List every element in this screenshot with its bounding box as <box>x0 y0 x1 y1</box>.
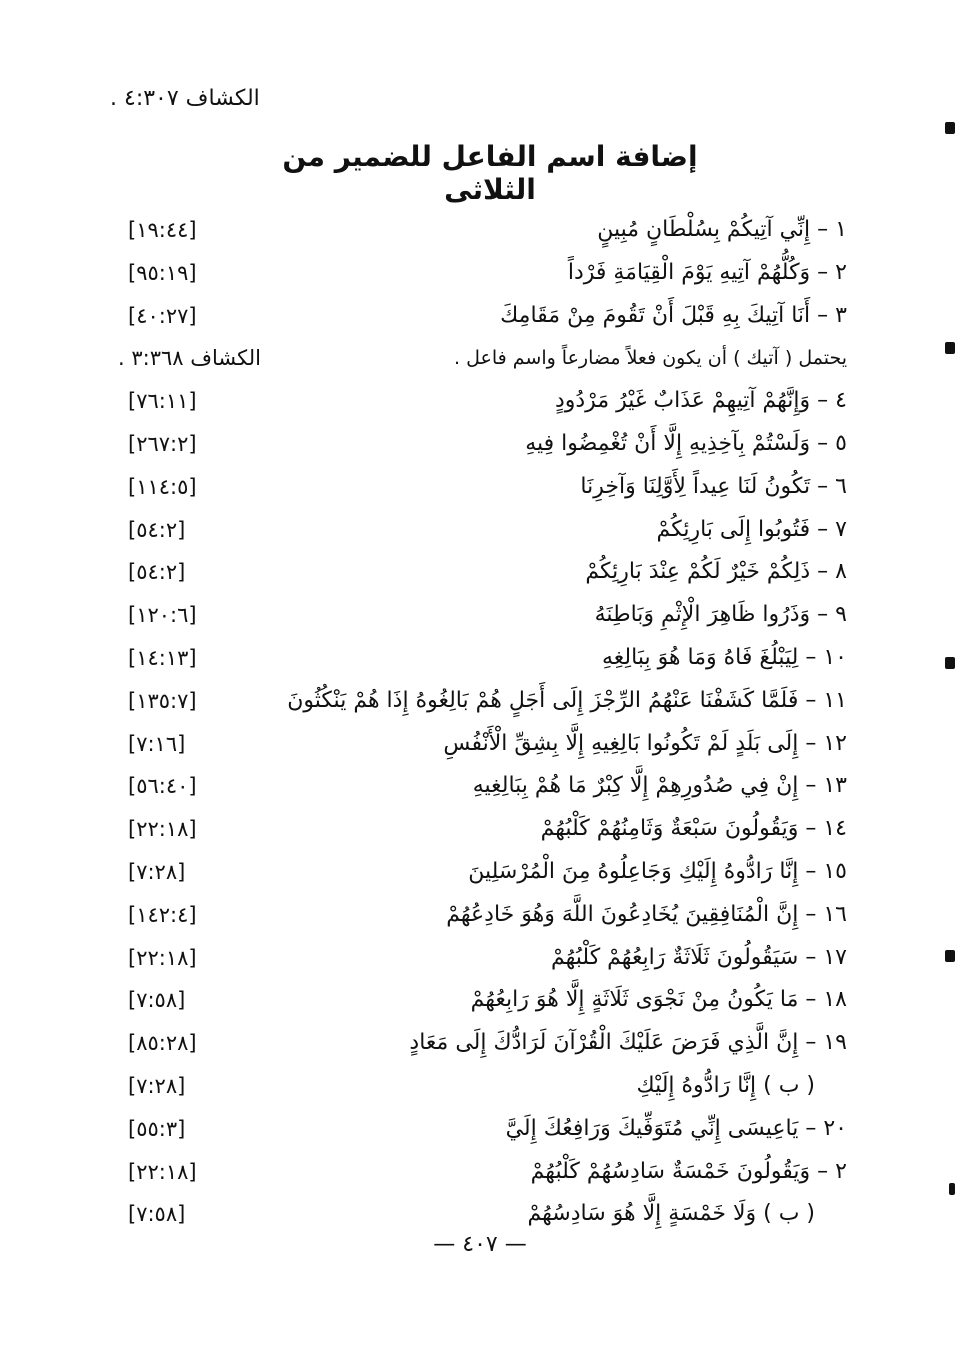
verse-text: ٥ – وَلَسْتُمْ بِآخِذِيهِ إِلَّا أَنْ تُغْمِضُوا فِيهِ <box>525 430 847 456</box>
verse-entry-8 <box>0 552 955 595</box>
verse-text: ١ – إِنِّي آتِيكُمْ بِسُلْطَانٍ مُبِينٍ <box>597 217 847 242</box>
verse-reference: [٤٠:٢٧] <box>128 303 197 328</box>
verse-list <box>0 210 955 1237</box>
verse-entry-9 <box>0 595 955 638</box>
verse-body: إِنَّ الَّذِي فَرَضَ عَلَيْكَ الْقُرْآنَ لَرَادُّكَ إِلَى مَعَادٍ <box>409 1030 799 1056</box>
verse-entry-17 <box>0 938 955 981</box>
verse-entry-6 <box>0 467 955 510</box>
verse-reference: [٧:٢٨] <box>128 1073 186 1098</box>
verse-number: ١٣ <box>823 773 847 799</box>
verse-text <box>200 1066 815 1106</box>
verse-reference: [٧:٥٨] <box>128 988 186 1013</box>
verse-entry-14 <box>0 809 955 852</box>
verse-reference: [٥٤:٢] <box>128 560 186 585</box>
verse-text: ١٣ – إِنْ فِي صُدُورِهِمْ إِلَّا كِبْرٌ مَا هُمْ بِبَالِغِيهِ <box>472 773 847 799</box>
verse-entry-15 <box>0 852 955 895</box>
header-reference: الكشاف ٤:٣٠٧ . <box>110 86 260 111</box>
verse-entry-1 <box>0 210 955 253</box>
verse-body: أَنَا آتِيكَ بِهِ قَبْلَ أَنْ تَقُومَ مِنْ مَقَامِكَ <box>500 302 811 328</box>
verse-entry-19b <box>0 1066 955 1109</box>
verse-text: ١٧ – سَيَقُولُونَ ثَلَاثَةٌ رَابِعُهُمْ كَلْبُهُمْ <box>550 944 847 970</box>
verse-text: ٢٠ – يَاعِيسَى إِنِّي مُتَوَفِّيكَ وَرَافِعُكَ إِلَيَّ <box>505 1115 847 1141</box>
verse-text: ١٠ – لِيَبْلُغَ فَاهُ وَمَا هُوَ بِبَالِغِهِ <box>602 644 847 670</box>
verse-body: فَتُوبُوا إِلَى بَارِئِكُمْ <box>656 516 811 542</box>
verse-reference: [١٢٠:٦] <box>128 603 197 628</box>
verse-number: ١١ <box>823 687 847 713</box>
verse-text: ٤ – وَإِنَّهُمْ آتِيهِمْ عَذَابٌ غَيْرُ مَرْدُودٍ <box>554 388 847 414</box>
verse-reference: [٧٦:١١] <box>128 389 197 414</box>
verse-reference: [٢٢:١٨] <box>128 817 197 842</box>
verse-body: إِنَّا رَادُّوهُ إِلَيْكِ وَجَاعِلُوهُ مِنَ الْمُرْسَلِينَ <box>468 858 799 884</box>
verse-number: ١٠ <box>823 644 847 670</box>
verse-reference: [٨٥:٢٨] <box>128 1031 197 1056</box>
verse-reference: [١٣٥:٧] <box>128 688 197 713</box>
verse-text: ٢ – وَكُلُّهُمْ آتِيهِ يَوْمَ الْقِيَامَةِ فَرْداً <box>567 259 847 285</box>
verse-text: ١٢ – إِلَى بَلَدٍ لَمْ تَكُونُوا بَالِغِيهِ إِلَّا بِشِقِّ الْأَنْفُسِ <box>443 730 847 756</box>
verse-body: ( ب ) إِنَّا رَادُّوهُ إِلَيْكِ <box>636 1072 815 1098</box>
verse-reference: [١٤:١٣] <box>128 645 197 670</box>
verse-body: وَلَسْتُمْ بِآخِذِيهِ إِلَّا أَنْ تُغْمِضُوا فِيهِ <box>525 430 811 456</box>
verse-reference: [٥٤:٢] <box>128 517 186 542</box>
verse-body: إِلَى بَلَدٍ لَمْ تَكُونُوا بَالِغِيهِ إِلَّا بِشِقِّ الْأَنْفُسِ <box>443 730 799 756</box>
verse-entry-18 <box>0 980 955 1023</box>
verse-number: ٧ <box>835 516 847 542</box>
verse-text <box>200 1194 815 1234</box>
verse-number: ٤ <box>835 388 847 414</box>
verse-body: لِيَبْلُغَ فَاهُ وَمَا هُوَ بِبَالِغِهِ <box>602 644 799 670</box>
verse-reference: [٧:٥٨] <box>128 1202 186 1227</box>
verse-entry-20 <box>0 1109 955 1152</box>
verse-reference: [٥٥:٣] <box>128 1116 186 1141</box>
scan-edge-mark <box>945 122 955 134</box>
verse-reference: [٩٥:١٩] <box>128 260 197 285</box>
verse-number: ١٧ <box>823 944 847 970</box>
verse-body: سَيَقُولُونَ ثَلَاثَةٌ رَابِعُهُمْ كَلْبُهُمْ <box>550 944 799 970</box>
verse-body: فَلَمَّا كَشَفْنَا عَنْهُمُ الرِّجْزَ إِلَى أَجَلٍ هُمْ بَالِغُوهُ إِذَا هُمْ يَنْكُثُونَ <box>287 687 799 713</box>
verse-body: ذَلِكُمْ خَيْرٌ لَكُمْ عِنْدَ بَارِئِكُمْ <box>585 559 811 585</box>
verse-number: ٢ <box>835 1158 847 1184</box>
page-number: — ٤٠٧ — <box>433 1232 527 1257</box>
verse-reference: [١٩:٤٤] <box>128 218 197 242</box>
verse-entry-21b <box>0 1194 955 1237</box>
verse-text: ١٤ – وَيَقُولُونَ سَبْعَةٌ وَثَامِنُهُمْ كَلْبُهُمْ <box>540 816 847 842</box>
verse-number: ٨ <box>835 559 847 585</box>
verse-body: إِنِّي آتِيكُمْ بِسُلْطَانٍ مُبِينٍ <box>597 217 811 242</box>
verse-reference: [٥٦:٤٠] <box>128 774 197 799</box>
commentary-note <box>0 338 955 381</box>
verse-number: ٦ <box>835 473 847 499</box>
verse-number: ١٦ <box>823 901 847 927</box>
verse-number: ١٨ <box>823 987 847 1013</box>
verse-text: ٩ – وَذَرُوا ظَاهِرَ الْإِثْمِ وَبَاطِنَهُ <box>594 602 847 628</box>
verse-entry-13 <box>0 766 955 809</box>
verse-entry-11 <box>0 681 955 724</box>
verse-number: ٣ <box>835 302 847 328</box>
verse-number: ٢ <box>835 259 847 285</box>
verse-body: يَاعِيسَى إِنِّي مُتَوَفِّيكَ وَرَافِعُكَ إِلَيَّ <box>505 1115 799 1141</box>
verse-body: تَكُونُ لَنَا عِيداً لِأَوَّلِنَا وَآخِرِنَا <box>580 473 811 499</box>
verse-text: ١٨ – مَا يَكُونُ مِنْ نَجْوَى ثَلَاثَةٍ إِلَّا هُوَ رَابِعُهُمْ <box>470 987 847 1013</box>
verse-text: ١٥ – إِنَّا رَادُّوهُ إِلَيْكِ وَجَاعِلُوهُ مِنَ الْمُرْسَلِينَ <box>468 858 847 884</box>
verse-reference: [٢٦٧:٢] <box>128 431 197 456</box>
verse-body: وَذَرُوا ظَاهِرَ الْإِثْمِ وَبَاطِنَهُ <box>594 602 811 628</box>
verse-body: إِنْ فِي صُدُورِهِمْ إِلَّا كِبْرٌ مَا هُمْ بِبَالِغِيهِ <box>472 773 799 799</box>
note-reference: الكشاف ٣:٣٦٨ . <box>118 346 261 371</box>
verse-reference: [٢٢:١٨] <box>128 1159 197 1184</box>
verse-text: ٨ – ذَلِكُمْ خَيْرٌ لَكُمْ عِنْدَ بَارِئِكُمْ <box>585 559 847 585</box>
page-title: إضافة اسم الفاعل للضمير من الثلاثى <box>282 140 698 206</box>
verse-entry-4 <box>0 381 955 424</box>
verse-reference: [١٤٢:٤] <box>128 902 197 927</box>
verse-number: ١٤ <box>823 816 847 842</box>
verse-entry-21 <box>0 1152 955 1195</box>
scan-edge-mark <box>945 657 955 669</box>
verse-text: ١١ – فَلَمَّا كَشَفْنَا عَنْهُمُ الرِّجْزَ إِلَى أَجَلٍ هُمْ بَالِغُوهُ إِذَا هُمْ يَنْكُثُونَ <box>287 687 847 713</box>
verse-body: وَإِنَّهُمْ آتِيهِمْ عَذَابٌ غَيْرُ مَرْدُودٍ <box>554 388 811 414</box>
scan-edge-mark <box>945 342 955 354</box>
verse-text: ٢ – وَيَقُولُونَ خَمْسَةٌ سَادِسُهُمْ كَلْبُهُمْ <box>530 1158 847 1184</box>
verse-reference: [٧:٢٨] <box>128 859 186 884</box>
verse-number: ٥ <box>835 430 847 456</box>
verse-body: مَا يَكُونُ مِنْ نَجْوَى ثَلَاثَةٍ إِلَّا هُوَ رَابِعُهُمْ <box>470 987 799 1013</box>
verse-number: ١٢ <box>823 730 847 756</box>
verse-number: ٩ <box>835 602 847 628</box>
verse-number: ١٩ <box>823 1030 847 1056</box>
verse-entry-5 <box>0 424 955 467</box>
verse-entry-2 <box>0 253 955 296</box>
verse-body: ( ب ) وَلَا خَمْسَةٍ إِلَّا هُوَ سَادِسُهُمْ <box>527 1201 815 1227</box>
scan-edge-mark <box>945 950 955 962</box>
verse-text: ٧ – فَتُوبُوا إِلَى بَارِئِكُمْ <box>656 516 847 542</box>
verse-reference: [١١٤:٥] <box>128 474 197 499</box>
verse-text: ٦ – تَكُونُ لَنَا عِيداً لِأَوَّلِنَا وَآخِرِنَا <box>580 473 847 499</box>
verse-body: إِنَّ الْمُنَافِقِينَ يُخَادِعُونَ اللَّهَ وَهُوَ خَادِعُهُمْ <box>446 901 799 927</box>
verse-number: ١ <box>835 217 847 242</box>
verse-body: وَيَقُولُونَ سَبْعَةٌ وَثَامِنُهُمْ كَلْبُهُمْ <box>540 816 799 842</box>
verse-entry-3 <box>0 296 955 339</box>
scan-edge-mark <box>949 1183 955 1195</box>
verse-entry-12 <box>0 724 955 767</box>
verse-reference: [٢٢:١٨] <box>128 945 197 970</box>
verse-body: وَيَقُولُونَ خَمْسَةٌ سَادِسُهُمْ كَلْبُهُمْ <box>530 1158 811 1184</box>
verse-text: ١٦ – إِنَّ الْمُنَافِقِينَ يُخَادِعُونَ اللَّهَ وَهُوَ خَادِعُهُمْ <box>446 901 847 927</box>
verse-entry-16 <box>0 895 955 938</box>
verse-entry-19 <box>0 1023 955 1066</box>
verse-body: وَكُلُّهُمْ آتِيهِ يَوْمَ الْقِيَامَةِ فَرْداً <box>567 259 811 285</box>
verse-entry-7 <box>0 510 955 553</box>
verse-text: ٣ – أَنَا آتِيكَ بِهِ قَبْلَ أَنْ تَقُومَ مِنْ مَقَامِكَ <box>500 302 847 328</box>
verse-reference: [٧:١٦] <box>128 731 186 756</box>
verse-number: ١٥ <box>823 858 847 884</box>
verse-number: ٢٠ <box>823 1115 847 1141</box>
verse-text: ١٩ – إِنَّ الَّذِي فَرَضَ عَلَيْكَ الْقُرْآنَ لَرَادُّكَ إِلَى مَعَادٍ <box>409 1030 847 1056</box>
note-text: يحتمل ( آتيك ) أن يكون فعلاً مضارعاً واسم فاعل . <box>454 347 847 370</box>
verse-entry-10 <box>0 638 955 681</box>
